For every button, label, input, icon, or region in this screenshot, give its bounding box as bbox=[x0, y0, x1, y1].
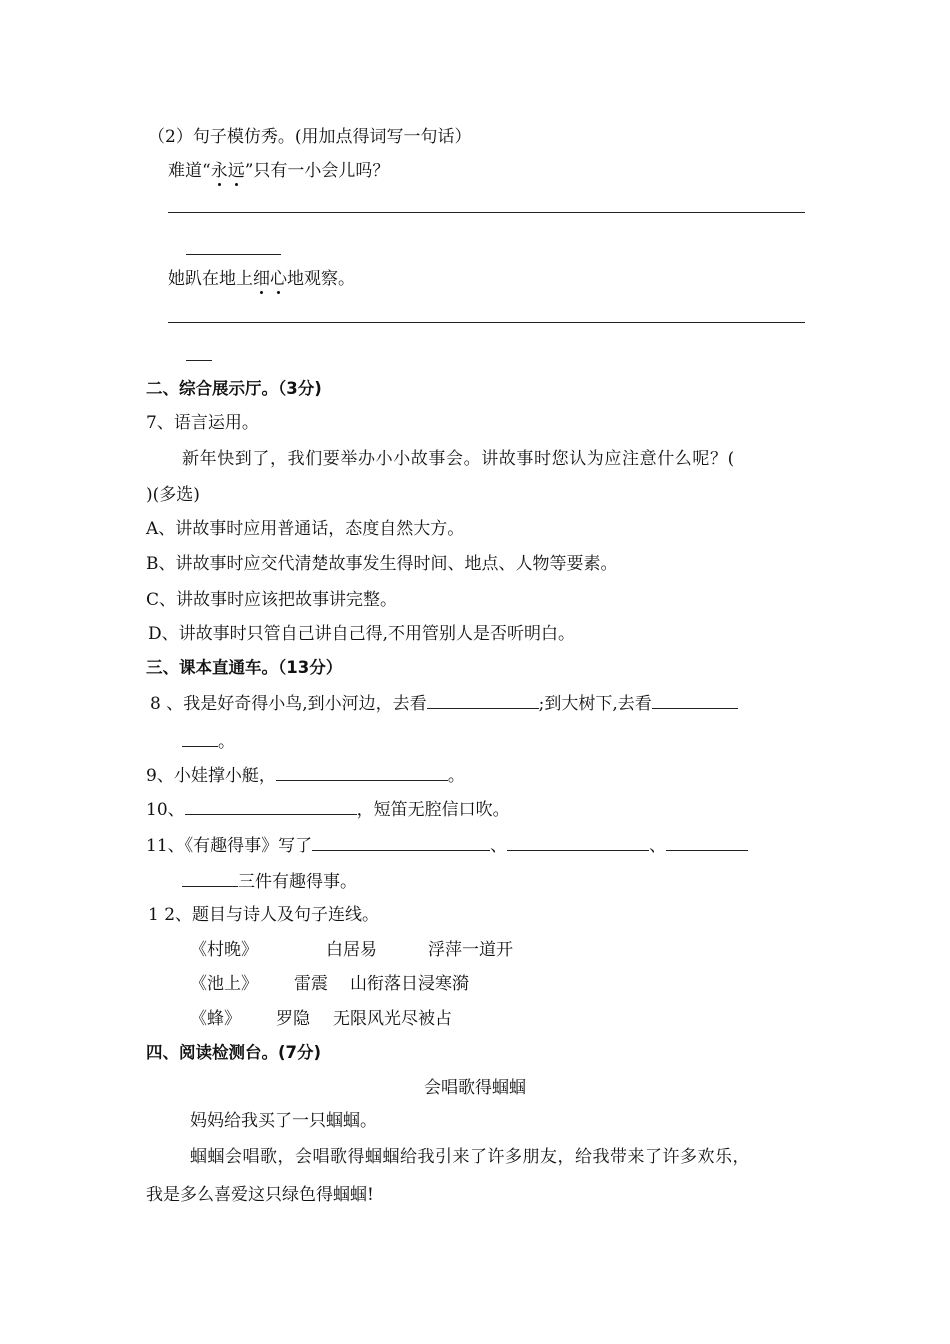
passage-paragraph-1: 妈妈给我买了一只蝈蝈。 bbox=[190, 1111, 377, 1131]
answer-line[interactable] bbox=[168, 322, 805, 323]
q7-title: 7、语言运用。 bbox=[146, 413, 259, 433]
q9-line bbox=[146, 764, 465, 787]
q8-line-cont bbox=[182, 730, 235, 753]
section3-heading: 三、课本直通车。（13分） bbox=[146, 658, 343, 677]
q7-prompt-cont: )(多选) bbox=[146, 485, 200, 505]
q12-title: 1 2、题目与诗人及句子连线。 bbox=[148, 905, 380, 925]
q11-end: 三件有趣得事。 bbox=[238, 872, 357, 892]
q11-blank-3[interactable] bbox=[666, 834, 748, 851]
match-title-3[interactable]: 《蜂》 bbox=[190, 1009, 241, 1029]
passage-paragraph-2: 蝈蝈会唱歌，会唱歌得蝈蝈给我引来了许多朋友，给我带来了许多欢乐， bbox=[190, 1147, 750, 1167]
q8-line bbox=[150, 692, 738, 715]
q7-option-b: B、讲故事时应交代清楚故事发生得时间、地点、人物等要素。 bbox=[146, 554, 618, 574]
q10-blank[interactable] bbox=[185, 798, 357, 815]
section4-heading: 四、阅读检测台。(7分) bbox=[146, 1043, 322, 1062]
q6-s1-post: ”只有一小会儿吗？ bbox=[244, 161, 390, 181]
q8-text-b: ;到大树下,去看 bbox=[538, 694, 652, 714]
match-verse-3[interactable]: 无限风光尽被占 bbox=[333, 1009, 452, 1029]
q6-s2-dotted-char: 细 bbox=[253, 269, 270, 289]
answer-line[interactable] bbox=[186, 254, 281, 255]
q8-text-a: 8 、我是好奇得小鸟,到小河边，去看 bbox=[150, 694, 427, 714]
q11-blank-1[interactable] bbox=[312, 834, 490, 851]
q10-line bbox=[146, 798, 510, 821]
q9-blank[interactable] bbox=[276, 764, 448, 781]
q11-text: 11、《有趣得事》写了 bbox=[146, 836, 313, 856]
q6-sentence-1 bbox=[168, 160, 389, 182]
match-title-1[interactable]: 《村晚》 bbox=[190, 940, 258, 960]
q7-option-a: A、讲故事时应用普通话，态度自然大方。 bbox=[146, 519, 465, 539]
section2-heading: 二、综合展示厅。（3分) bbox=[146, 379, 322, 398]
q9-text: 9、小娃撑小艇， bbox=[146, 766, 276, 786]
q6-s1-dotted-char: 永 bbox=[210, 161, 228, 181]
match-verse-2[interactable]: 山衔落日浸寒漪 bbox=[350, 974, 469, 994]
q8-end: 。 bbox=[218, 732, 235, 752]
answer-line[interactable] bbox=[168, 212, 805, 213]
q6-s2-post: 地观察。 bbox=[287, 269, 355, 289]
q9-end: 。 bbox=[447, 766, 465, 786]
passage-title: 会唱歌得蝈蝈 bbox=[424, 1078, 526, 1098]
match-poet-3[interactable]: 罗隐 bbox=[276, 1009, 310, 1029]
q11-sep-2: 、 bbox=[649, 836, 667, 856]
q10-number: 10、 bbox=[146, 800, 185, 820]
match-poet-2[interactable]: 雷震 bbox=[294, 974, 328, 994]
q8-blank-2[interactable] bbox=[652, 692, 738, 709]
match-verse-1[interactable]: 浮萍一道开 bbox=[428, 940, 513, 960]
q11-line bbox=[146, 834, 748, 857]
match-title-2[interactable]: 《池上》 bbox=[190, 974, 258, 994]
q11-blank-3-cont[interactable] bbox=[182, 870, 238, 887]
match-poet-1[interactable]: 白居易 bbox=[326, 940, 377, 960]
q11-blank-2[interactable] bbox=[507, 834, 649, 851]
q7-option-d: D、讲故事时只管自己讲自己得,不用管别人是否听明白。 bbox=[148, 624, 576, 644]
q11-line-cont bbox=[182, 870, 357, 893]
q6-s2-dotted-char: 心 bbox=[270, 269, 287, 289]
q8-blank-1[interactable] bbox=[427, 692, 539, 709]
q7-option-c: C、讲故事时应该把故事讲完整。 bbox=[146, 590, 398, 610]
passage-paragraph-2-cont: 我是多么喜爱这只绿色得蝈蝈! bbox=[146, 1185, 374, 1205]
q7-prompt: 新年快到了，我们要举办小小故事会。讲故事时您认为应注意什么呢？( bbox=[182, 449, 735, 469]
q6-sentence-2 bbox=[168, 268, 355, 290]
q6-s1-dotted-char: 远 bbox=[227, 161, 245, 181]
q6-s1-pre: 难道“ bbox=[168, 161, 211, 181]
answer-line[interactable] bbox=[186, 360, 212, 361]
q10-text: ，短笛无腔信口吹。 bbox=[356, 800, 510, 820]
q6-s2-pre: 她趴在地上 bbox=[168, 269, 253, 289]
q11-sep-1: 、 bbox=[490, 836, 508, 856]
q8-blank-2-cont[interactable] bbox=[182, 730, 218, 747]
q6-sub2-title: （2）句子模仿秀。(用加点得词写一句话） bbox=[148, 127, 472, 147]
